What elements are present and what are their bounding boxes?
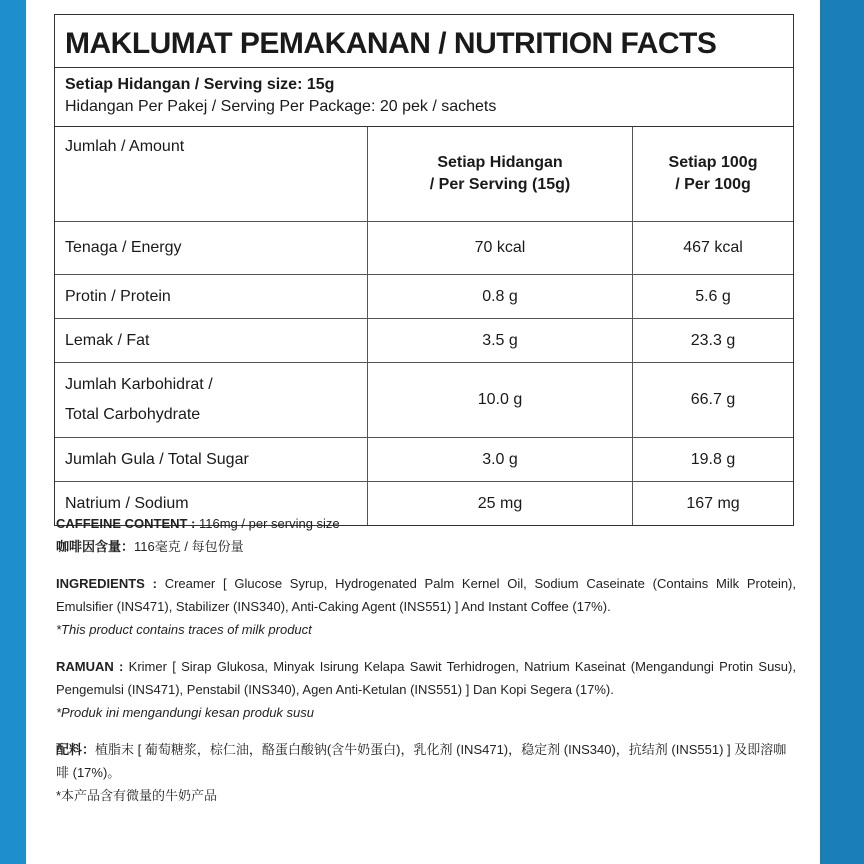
table-row (55, 222, 793, 275)
table-row (55, 319, 793, 363)
left-blue-edge (0, 0, 26, 864)
ingredients-zh-note: *本产品含有微量的牛奶产品 (56, 788, 218, 803)
table-row (55, 363, 793, 438)
per-100g-value: 167 mg (633, 482, 794, 526)
table-row (55, 438, 793, 482)
per-serving-value: 10.0 g (368, 363, 633, 438)
serving-size: Setiap Hidangan / Serving size: 15g (65, 76, 335, 93)
per-serving-value: 25 mg (368, 482, 633, 526)
ingredients-zh: 配料：植脂末 [ 葡萄糖浆，棕仁油，酪蛋白酸钠(含牛奶蛋白)，乳化剂 (INS471)，稳定剂 (INS340)，抗结剂 (INS551) ] 及即溶咖啡 (17%)。 (56, 742, 787, 780)
nutrition-facts-panel (54, 14, 794, 526)
per-100g-value: 5.6 g (633, 275, 794, 319)
per-100g-header: Setiap 100g / Per 100g (633, 127, 794, 222)
nutrient-label: Lemak / Fat (55, 319, 368, 363)
caffeine-content-zh: 咖啡因含量：116毫克 / 每包份量 (56, 539, 244, 554)
per-serving-value: 70 kcal (368, 222, 633, 275)
label-notes (56, 512, 796, 807)
right-blue-edge (820, 0, 864, 864)
serving-info (55, 68, 793, 127)
per-100g-value: 66.7 g (633, 363, 794, 438)
per-serving-value: 0.8 g (368, 275, 633, 319)
per-100g-value: 19.8 g (633, 438, 794, 482)
nutrient-label: Jumlah Gula / Total Sugar (55, 438, 368, 482)
nutrition-table (55, 127, 793, 525)
amount-header: Jumlah / Amount (65, 138, 185, 155)
servings-per-package: Hidangan Per Pakej / Serving Per Package: 20 pek / sachets (65, 98, 497, 115)
per-100g-value: 467 kcal (633, 222, 794, 275)
ingredients-ms: RAMUAN : Krimer [ Sirap Glukosa, Minyak Isirung Kelapa Sawit Terhidrogen, Natrium Kaseinat (Mengandungi Protin Susu), Pengemulsi (INS471), Penstabil (INS340), Agen Anti-Ketulan (INS551) ] Dan Kopi Segera (17%). (56, 659, 796, 697)
nutrient-label: Tenaga / Energy (55, 222, 368, 275)
table-row (55, 275, 793, 319)
per-serving-value: 3.0 g (368, 438, 633, 482)
panel-title: MAKLUMAT PEMAKANAN / NUTRITION FACTS (55, 15, 793, 68)
caffeine-content: CAFFEINE CONTENT : 116mg / per serving size (56, 516, 340, 531)
nutrient-label: Protin / Protein (55, 275, 368, 319)
nutrient-label: Natrium / Sodium (55, 482, 368, 526)
nutrient-label: Jumlah Karbohidrat / Total Carbohydrate (55, 363, 368, 438)
ingredients-en: INGREDIENTS : Creamer [ Glucose Syrup, Hydrogenated Palm Kernel Oil, Sodium Caseinate (Contains Milk Protein), Emulsifier (INS471), Stabilizer (INS340), Anti-Caking Agent (INS551) ] And Instant Coffee (17%). (56, 576, 796, 614)
per-100g-value: 23.3 g (633, 319, 794, 363)
ingredients-en-note: *This product contains traces of milk product (56, 622, 312, 637)
per-serving-value: 3.5 g (368, 319, 633, 363)
per-serving-header: Setiap Hidangan / Per Serving (15g) (368, 127, 633, 222)
table-header-row (55, 127, 793, 222)
ingredients-ms-note: *Produk ini mengandungi kesan produk susu (56, 705, 315, 720)
